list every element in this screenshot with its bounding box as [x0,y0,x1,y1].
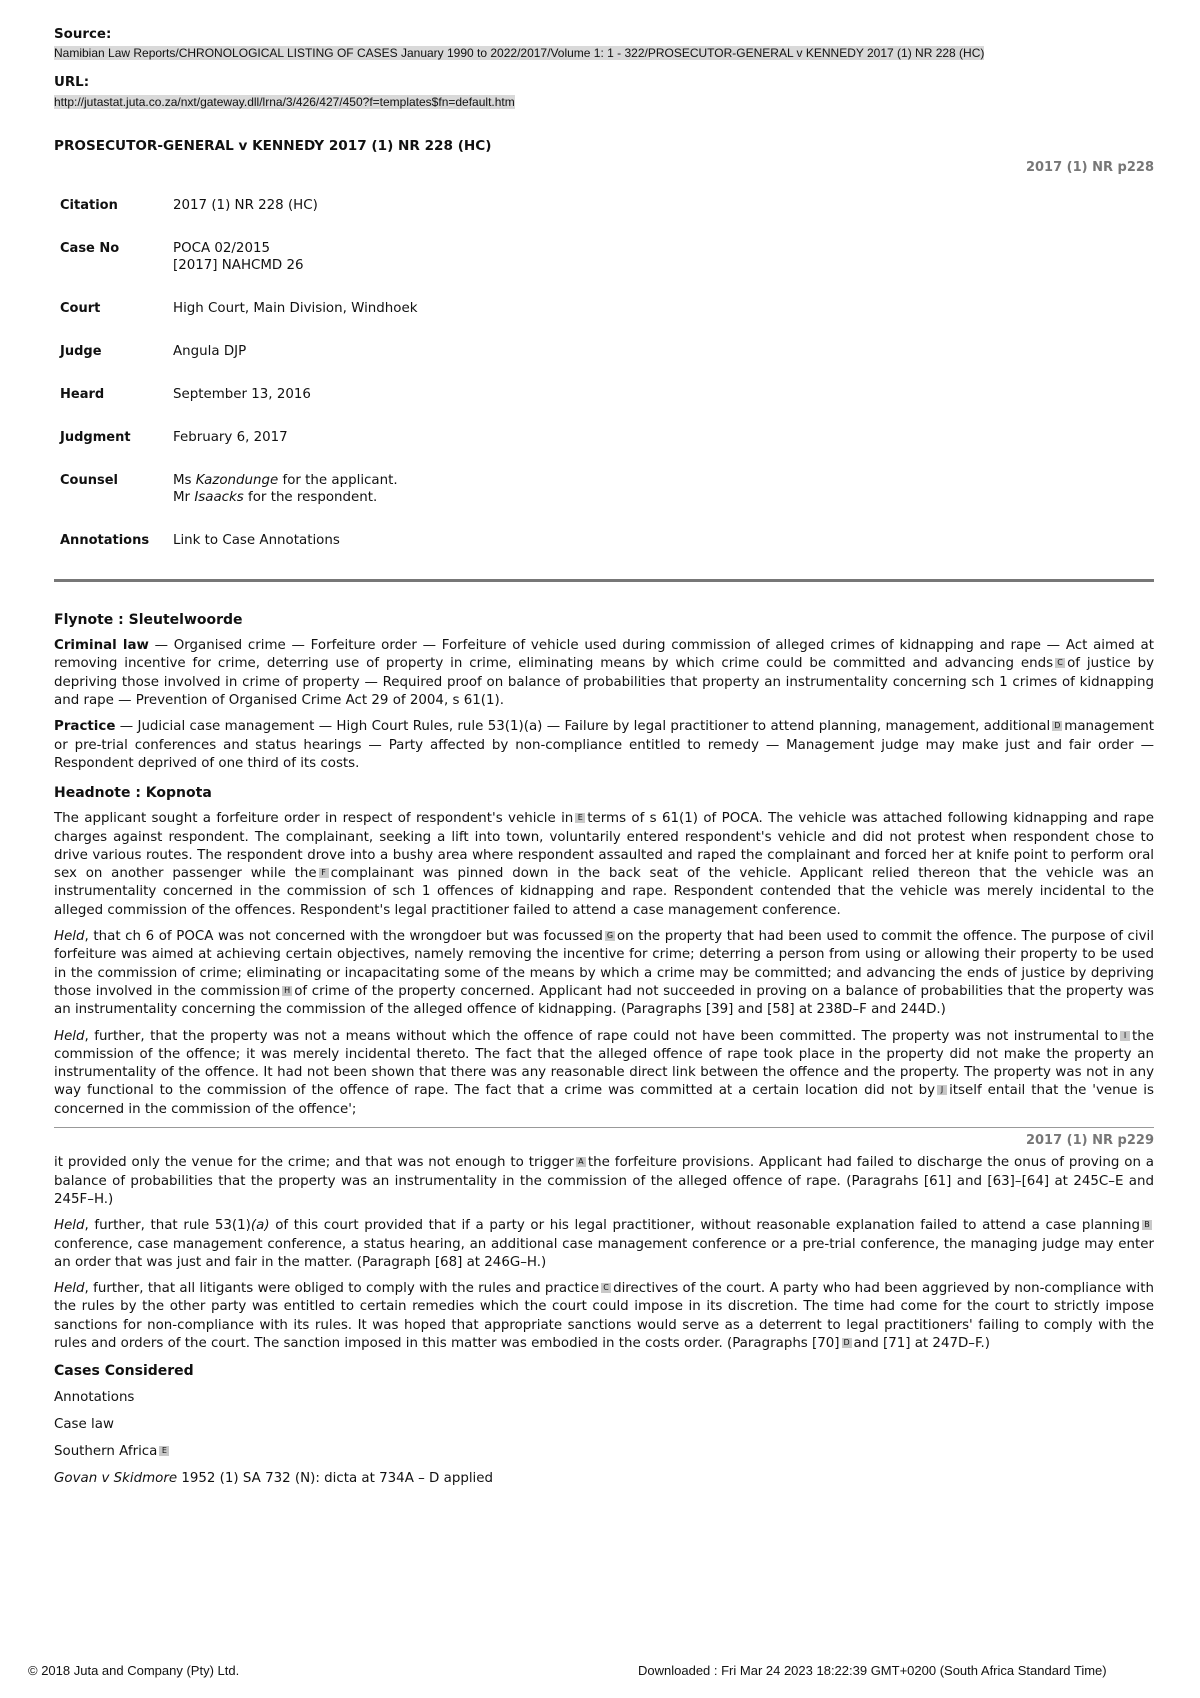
headnote-p3-a: , further, that the property was not a means without which the offence of rape could not have been committed. The property was not instrumental to [84,1028,1119,1044]
counsel-applicant-name: Kazondunge [195,473,279,489]
criminal-law-head: Criminal law [54,638,149,654]
heard-value: September 13, 2016 [173,387,311,403]
margin-letter-g: G [606,931,614,941]
source-path [54,45,1154,62]
flynote-criminal-law [54,637,1154,710]
case-metadata-table [60,197,417,575]
counsel-l1-pre: Ms [173,473,196,489]
cases-annotations: Annotations [54,1390,135,1406]
counsel-l1-post: for the applicant. [278,473,398,489]
footer-copyright: © 2018 Juta and Company (Pty) Ltd. [28,1663,240,1678]
flynote-practice [54,718,1154,773]
meta-row-court [60,300,417,343]
margin-letter-e: E [575,813,585,823]
counsel-label: Counsel [60,473,118,489]
case-title: PROSECUTOR-GENERAL v KENNEDY 2017 (1) NR 228 (HC) [54,137,492,154]
counsel-l2-post: for the respondent. [243,490,378,506]
counsel-respondent-name: Isaacks [194,490,244,506]
margin-letter-h: H [284,985,291,995]
headnote-p2-c: of crime of the property concerned. Applicant had not succeeded in proving on a balance of probabilities that the property was an instrumentality concerning the commission of the alleged offence of kidnapping. (Paragraphs [39] and [58] at 238D–F and 244D.) [54,983,1154,1018]
citation-label: Citation [60,198,118,214]
margin-letter-f: F [319,868,329,878]
govan-case-citation: 1952 (1) SA 732 (N): dicta at 734A – D applied [177,1471,494,1487]
headnote-held-2 [54,1028,1154,1119]
held-label: Held [54,1028,85,1044]
annotations-link[interactable]: Link to Case Annotations [173,533,340,549]
headnote-p1 [54,810,1154,920]
headnote-p3-b: the commission of the offence; it was merely incidental thereto. The fact that the alleged offence of rape took place in the property did not make the property an instrumentality of the offence. It had not been shown that there was any reasonable direct link between the offence and the property. The property was not in any way functional to the commission of the offence of rape. The fact that a crime was committed at a certain location did not by [54,1028,1154,1099]
flynote-p2-b: management or pre-trial conferences and status hearings — Party affected by non-compliance entitled to remedy — Management judge may make just and fair order — Respondent deprived of one third of its costs. [54,719,1154,771]
judge-value: Angula DJP [173,344,247,360]
page-ref-228: 2017 (1) NR p228 [1025,159,1154,175]
headnote-held-1 [54,928,1154,1019]
rule-subparagraph: (a) [250,1218,270,1234]
page-ref-229: 2017 (1) NR p229 [1025,1133,1154,1149]
url-label: URL: [54,75,90,91]
flynote-p1-a: — Organised crime — Forfeiture order — Forfeiture of vehicle used during commission of alleged crimes of kidnapping and rape — Act aimed at removing incentive for crime, deterring use of property in crime, eliminating means by which crime could be committed and advancing ends [54,638,1154,672]
margin-letter-d: D [1054,721,1061,731]
govan-case-name: Govan v Skidmore [54,1471,178,1487]
judgment-label: Judgment [60,430,131,446]
citation-value: 2017 (1) NR 228 (HC) [173,198,318,214]
case-no-label: Case No [60,241,120,257]
source-path-text: Namibian Law Reports/CHRONOLOGICAL LISTING OF CASES January 1990 to 2022/2017/Volume 1: 1 - 322/PROSECUTOR-GENERAL v KENNEDY 2017 (1) NR 228 (HC) [54,46,985,61]
meta-row-judge [60,343,417,386]
flynote-p2-a: — Judicial case management — High Court Rules, rule 53(1)(a) — Failure by legal practitioner to attend planning, management, additional [115,719,1051,735]
headnote-p3-c: itself entail that the 'venue is concerned in the commission of the offence'; [54,1083,1155,1117]
meta-row-counsel [60,472,417,532]
southern-africa-text: Southern Africa [54,1444,158,1460]
headnote-p6-a: , further, that all litigants were obliged to comply with the rules and practice [84,1281,600,1297]
judge-label: Judge [60,344,102,360]
case-govan-v-skidmore [54,1470,1154,1488]
source-label: Source: [54,27,112,42]
headnote-p5-b: of this court provided that if a party or his legal practitioner, without reasonable explanation failed to attend a case planning [269,1218,1140,1234]
heard-label: Heard [60,387,105,403]
headnote-p4-a: it provided only the venue for the crime; and that was not enough to trigger [54,1155,574,1171]
url-line [54,94,1154,111]
footer-downloaded: Downloaded : Fri Mar 24 2023 18:22:39 GMT+0200 (South Africa Standard Time) [638,1663,1107,1678]
held-label: Held [54,929,85,945]
practice-head: Practice [54,719,116,735]
case-no-line2: [2017] NAHCMD 26 [173,258,304,274]
headnote-p1-a: The applicant sought a forfeiture order in respect of respondent's vehicle in [54,811,574,827]
headnote-heading: Headnote : Kopnota [54,785,212,802]
counsel-value [173,472,417,532]
headnote-p1-c: complainant was pinned down in the back seat of the vehicle. Applicant relied thereon that the vehicle was an instrumentality concerned in the commission of sch 1 offences of kidnapping and rape. Respondent contended that the vehicle was merely incidental to the alleged commission of the offences. Respondent's legal practitioner failed to attend a case management conference. [54,866,1154,918]
headnote-held-4 [54,1280,1154,1353]
flynote-p1-b: of justice by depriving those involved in crime of property — Required proof on balance of probabilities that property an instrumentality concerning sch 1 crimes of kidnapping and rape — Prevention of Organised Crime Act 29 of 2004, s 61(1). [54,656,1154,709]
margin-letter-i: I [1120,1031,1130,1041]
court-label: Court [60,301,101,317]
margin-letter-e2: E [159,1446,169,1456]
held-label: Held [54,1281,85,1297]
headnote-p6-b: directives of the court. A party who had been aggrieved by non-compliance with the rules by the other party was entitled to certain remedies which the court could impose in its discretion. The time had come for the court to strictly impose sanctions for non-compliance with its rules. It was hoped that appropriate sanctions would serve as a deterrent to legal practitioners' failing to comply with the rules and orders of the court. The sanction imposed in this matter was embodied in the costs order. (Paragraphs [70] [54,1281,1154,1351]
headnote-p1-b: terms of s 61(1) of POCA. The vehicle was attached following kidnapping and rape charges against respondent. The complainant, seeking a lift into town, voluntarily entered respondent's vehicle and did not protest when respondent chose to drive various routes. The respondent drove into a bushy area where respondent assaulted and raped the complainant and forced her at knife point to perform oral sex on another passenger while the [54,811,1154,882]
document-page [54,26,1154,1496]
headnote-p5-c: conference, case management conference, a status hearing, an additional case management conference or a pre-trial conference, the managing judge may enter an order that was just and fair in the matter. (Paragraph [68] at 246G–H.) [54,1236,1154,1270]
court-value: High Court, Main Division, Windhoek [173,301,418,317]
cases-case-law: Case law [54,1417,114,1433]
meta-row-heard [60,386,417,429]
url-link[interactable]: http://jutastat.juta.co.za/nxt/gateway.dll/lrna/3/426/427/450?f=templates$fn=default.htm [54,94,515,109]
headnote-p2-b: on the property that had been used to commit the offence. The purpose of civil forfeiture was aimed at achieving certain objectives, namely removing the incentive for crime; deterring a person from using or allowing their property to be used in the commission of crime; eliminating or incapacitating some of the means by which a crime may be committed; and advancing the ends of justice by depriving those involved in the commission [54,929,1154,999]
headnote-p4-b: the forfeiture provisions. Applicant had failed to discharge the onus of proving on a balance of probabilities that the property was an instrumentality in the commission of the alleged offence of rape. (Paragrahs [61] and [63]–[64] at 245C–E and 245F–H.) [54,1155,1155,1207]
headnote-p4 [54,1154,1154,1209]
margin-letter-j: J [937,1085,947,1095]
meta-row-citation [60,197,417,240]
judgment-value: February 6, 2017 [173,430,288,446]
section-divider [54,579,1154,582]
page-break-line [54,1127,1154,1128]
annotations-label: Annotations [60,533,150,549]
counsel-l2-pre: Mr [173,490,195,506]
margin-letter-a: A [576,1157,586,1167]
case-no-value [173,240,417,300]
headnote-p2-a: , that ch 6 of POCA was not concerned with the wrongdoer but was focussed [84,929,603,945]
headnote-p6-c: and [71] at 247D–F.) [853,1335,991,1351]
cases-southern-africa [54,1443,1154,1461]
margin-letter-d2: D [843,1337,850,1347]
held-label: Held [54,1218,85,1234]
meta-row-judgment [60,429,417,472]
margin-letter-c2: C [601,1283,611,1293]
margin-letter-c: C [1055,658,1065,668]
flynote-heading: Flynote : Sleutelwoorde [54,612,243,629]
margin-letter-b: B [1142,1220,1152,1230]
cases-considered-heading: Cases Considered [54,1363,194,1380]
case-no-line1: POCA 02/2015 [173,241,271,257]
meta-row-case-no [60,240,417,300]
page-footer [28,1663,1178,1678]
headnote-held-3 [54,1217,1154,1272]
headnote-p5-a: , further, that rule 53(1) [84,1218,251,1234]
meta-row-annotations [60,532,417,575]
